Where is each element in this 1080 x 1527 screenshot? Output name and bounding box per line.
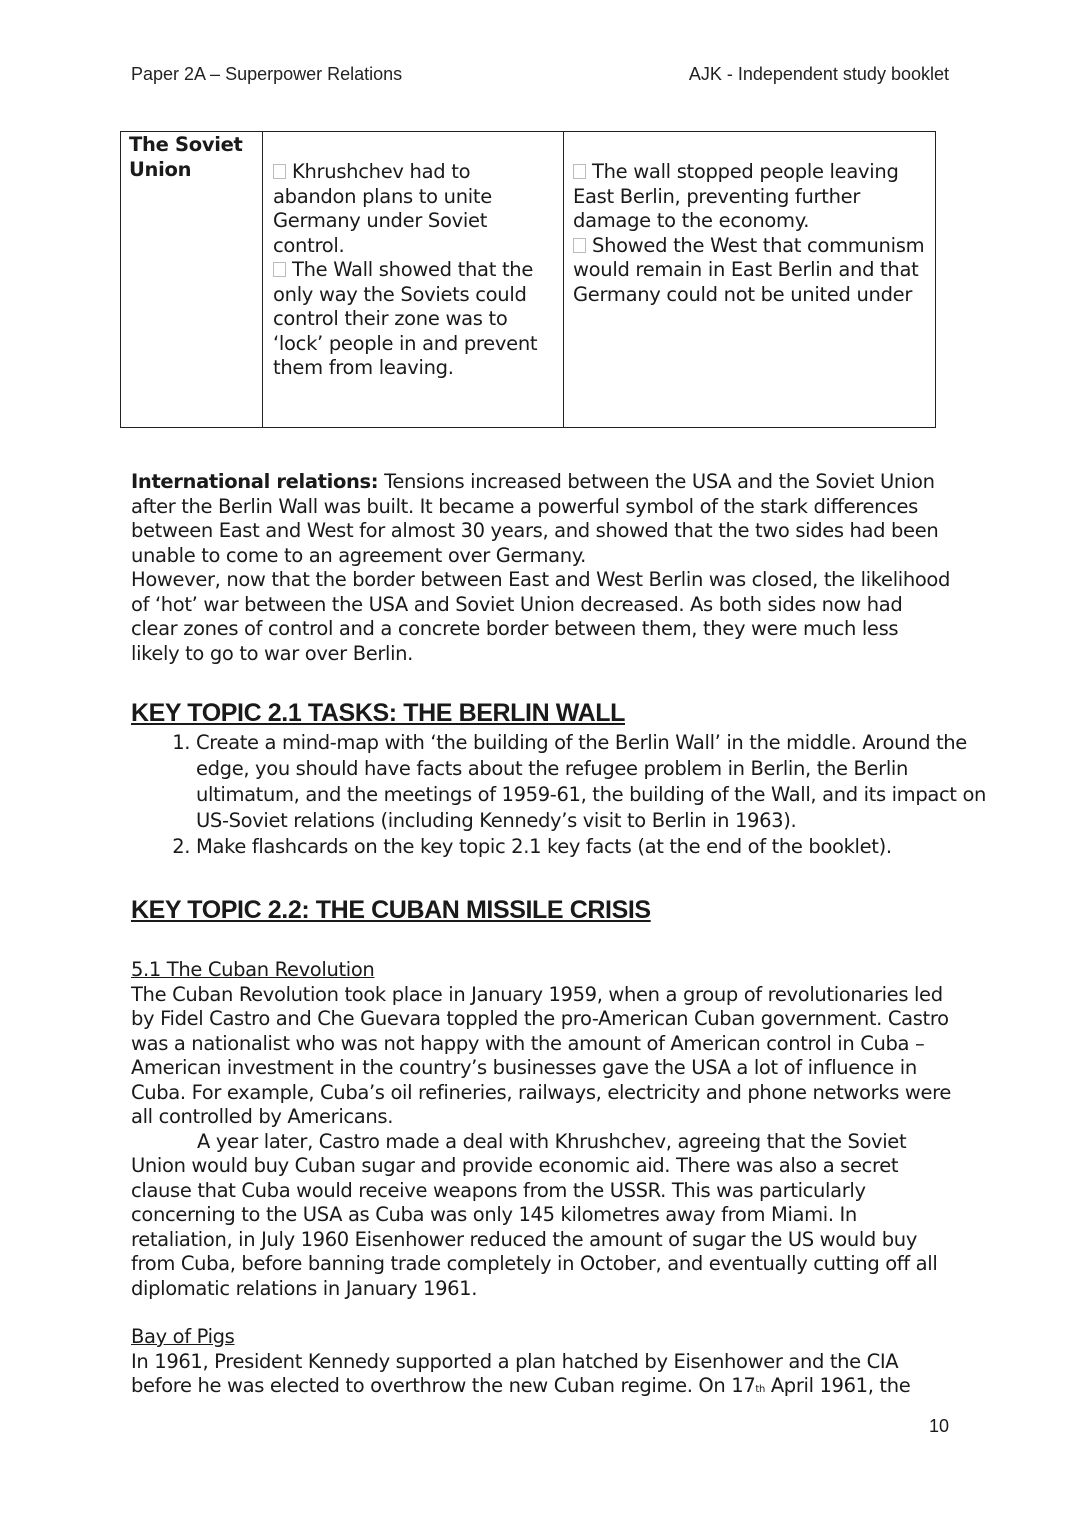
bullet-box-icon xyxy=(273,262,286,277)
cuban-revolution-section: 5.1 The Cuban Revolution The Cuban Revolution took place in January 1959, when a group of revolutionaries led by Fidel Castro and Che Guevara toppled the pro-American Cuban government. Castro was a nationalist who was not happy with the amount of American control in Cuba – American investment in the country’s businesses gave the USA a lot of influence in Cuba. For example, Cuba’s oil refineries, railways, electricity and phone networks were all controlled by Americans. A year later, Castro made a deal with Khrushchev, agreeing that the Soviet Union would buy Cuban sugar and provide economic aid. There was also a secret clause that Cuba would receive weapons from the USSR. This was particularly concerning to the USA as Cuba was only 145 kilometres away from Miami. In retaliation, in July 1960 Eisenhower reduced the amount of sugar the US would buy from Cuba, before banning trade completely in October, and eventually cutting off all diplomatic relations in January 1961. xyxy=(131,958,952,1300)
impact-table xyxy=(120,131,936,428)
international-relations-section: International relations: Tensions increased between the USA and the Soviet Union after the Berlin Wall was built. It became a powerful symbol of the stark differences between East and West for almost 30 years, and showed that the two sides had been unable to come to an agreement over Germany. However, now that the border between East and West Berlin was closed, the likelihood of ‘hot’ war between the USA and Soviet Union decreased. As both sides now had clear zones of control and a concrete border between them, they were much less likely to go to war over Berlin. xyxy=(131,470,951,665)
topic-heading: KEY TOPIC 2.2: THE CUBAN MISSILE CRISIS xyxy=(131,896,651,924)
bullet-item: Khrushchev had to abandon plans to unite Germany under Soviet control. xyxy=(273,160,492,257)
list-item: 2. Make flashcards on the key topic 2.1 key facts (at the end of the booklet). xyxy=(196,834,991,860)
list-item: 1. Create a mind-map with ‘the building of the Berlin Wall’ in the middle. Around the edge, you should have facts about the refugee problem in Berlin, the Berlin ultimatum, and the meetings of 1959-61, the building of the Wall, and its impact on US-Soviet relations (including Kennedy’s visit to Berlin in 1963). xyxy=(196,730,991,834)
task-list xyxy=(161,730,991,860)
subheading: 5.1 The Cuban Revolution xyxy=(131,958,375,981)
bay-of-pigs-section: Bay of Pigs In 1961, President Kennedy supported a plan hatched by Eisenhower and the CIA before he was elected to overthrow the new Cuban regime. On 17th April 1961, the xyxy=(131,1325,951,1403)
bullet-item: The Wall showed that the only way the Soviets could control their zone was to ‘lock’ people in and prevent them from leaving. xyxy=(273,258,538,379)
page-number: 10 xyxy=(928,1416,949,1436)
impact-cell-economic xyxy=(564,132,936,428)
tasks-heading: KEY TOPIC 2.1 TASKS: THE BERLIN WALL xyxy=(131,699,625,727)
section-label: International relations: xyxy=(131,470,379,493)
bullet-box-icon xyxy=(573,164,586,179)
header-left-title: Paper 2A – Superpower Relations xyxy=(131,64,403,84)
impact-cell-political xyxy=(263,132,564,428)
table-row xyxy=(121,132,936,428)
bullet-item: The wall stopped people leaving East Berlin, preventing further damage to the economy. xyxy=(573,160,899,232)
bullet-box-icon xyxy=(573,238,586,253)
header-right-title: AJK - Independent study booklet xyxy=(688,64,949,84)
row-label: The Soviet Union xyxy=(121,132,263,428)
bullet-box-icon xyxy=(273,164,286,179)
subheading: Bay of Pigs xyxy=(131,1325,235,1348)
bullet-item: Showed the West that communism would remain in East Berlin and that Germany could not be united under xyxy=(573,233,925,306)
